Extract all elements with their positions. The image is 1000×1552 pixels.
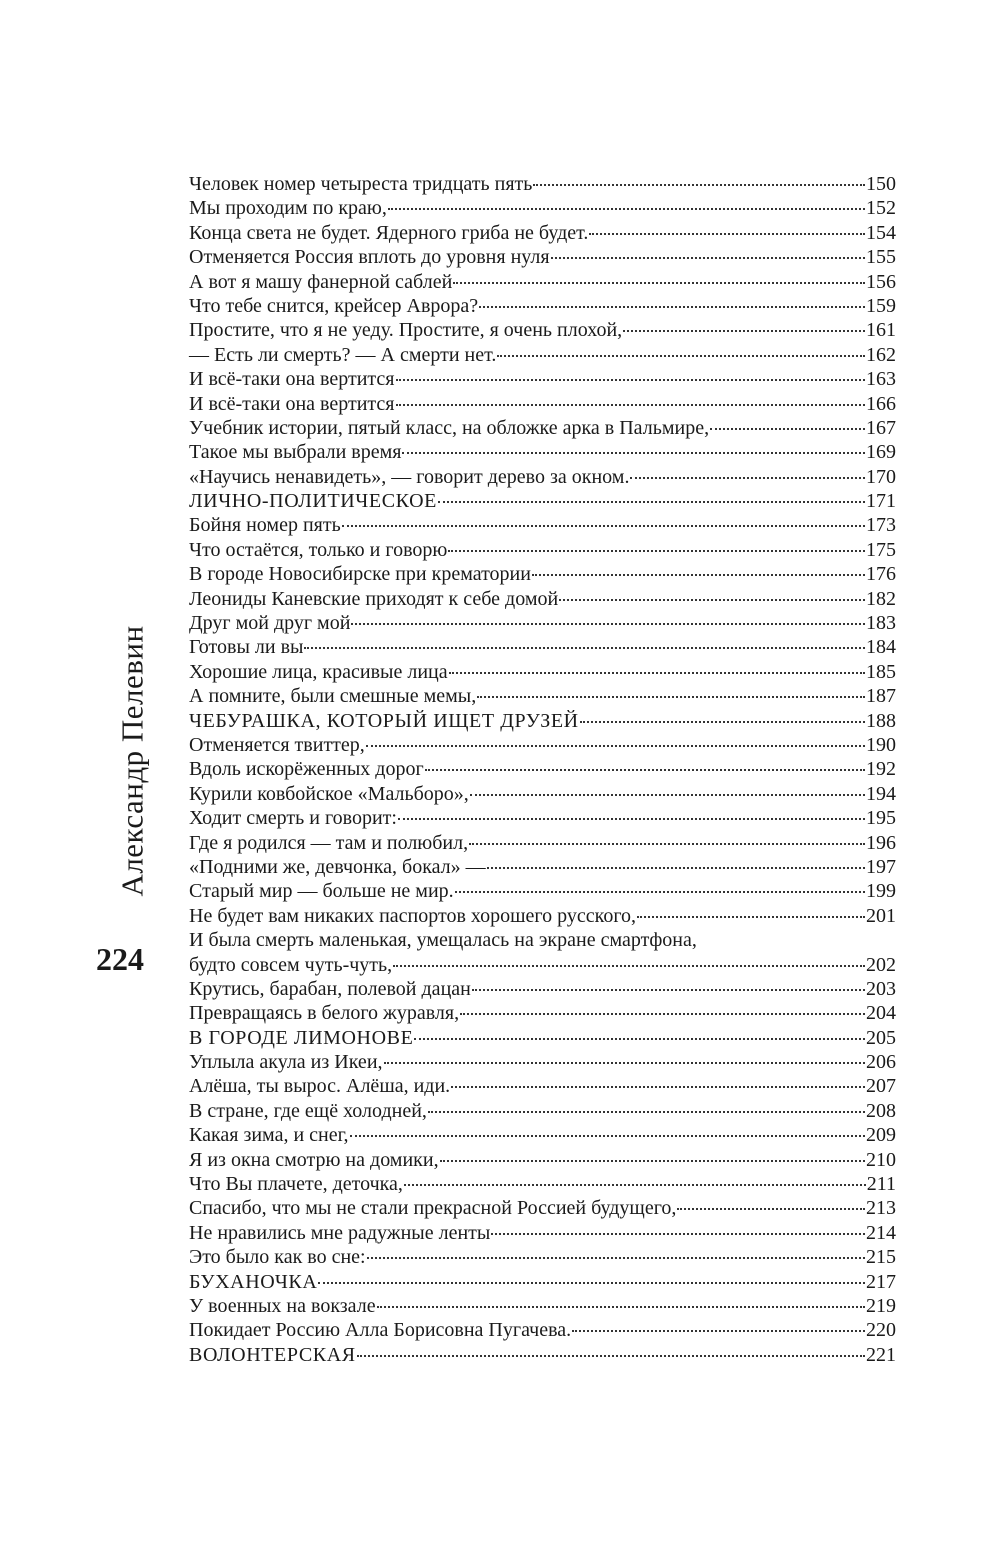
dot-leader xyxy=(396,404,866,406)
toc-entry-page: 203 xyxy=(866,977,896,1000)
toc-entry xyxy=(189,1123,896,1147)
running-head-author xyxy=(112,622,154,900)
toc-entry-page: 184 xyxy=(866,636,896,659)
toc-entry-title: В ГОРОДЕ ЛИМОНОВЕ xyxy=(189,1026,414,1049)
toc-entry xyxy=(189,1294,896,1318)
toc-entry-page: 207 xyxy=(866,1075,896,1098)
toc-entry-page: 190 xyxy=(866,733,896,756)
toc-entry-title: Уплыла акула из Икеи, xyxy=(189,1051,383,1074)
toc-entry-title: Спасибо, что мы не стали прекрасной Россией будущего, xyxy=(189,1197,677,1220)
toc-entry xyxy=(189,416,896,440)
dot-leader xyxy=(425,769,865,771)
toc-entry xyxy=(189,221,896,245)
toc-entry xyxy=(189,1148,896,1172)
dot-leader xyxy=(318,1282,865,1284)
dot-leader xyxy=(532,574,865,576)
toc-entry xyxy=(189,392,896,416)
toc-entry-page: 163 xyxy=(866,368,896,391)
dot-leader xyxy=(497,355,865,357)
dot-leader xyxy=(477,696,865,698)
toc-entry xyxy=(189,660,896,684)
toc-entry xyxy=(189,1318,896,1342)
toc-entry-title: Я из окна смотрю на домики, xyxy=(189,1148,439,1171)
dot-leader xyxy=(342,525,865,527)
toc-entry-page: 150 xyxy=(866,173,896,195)
dot-leader xyxy=(398,818,865,820)
dot-leader xyxy=(440,1160,865,1162)
toc-entry-page: 192 xyxy=(866,758,896,781)
toc-entry-title: А вот я машу фанерной саблей xyxy=(189,270,453,293)
toc-entry-page: 185 xyxy=(866,660,896,683)
author-name: Александр Пелевин xyxy=(115,625,151,897)
toc-entry xyxy=(189,977,896,1001)
toc-entry xyxy=(189,172,896,196)
toc-entry-title: Где я родился — там и полюбил, xyxy=(189,831,469,854)
toc-entry-page: 219 xyxy=(866,1294,896,1317)
toc-entry-page: 214 xyxy=(866,1221,896,1244)
dot-leader xyxy=(396,379,866,381)
toc-entry-page: 201 xyxy=(866,904,896,927)
toc-entry-title: Бойня номер пять xyxy=(189,514,341,537)
dot-leader xyxy=(533,184,865,186)
toc-entry-title: Что остаётся, только и говорю xyxy=(189,538,448,561)
toc-entry-title: Отменяется Россия вплоть до уровня нуля xyxy=(189,246,550,269)
dot-leader xyxy=(572,1330,865,1332)
toc-entry-title: У военных на вокзале xyxy=(189,1294,376,1317)
toc-entry-page: 197 xyxy=(866,855,896,878)
toc-entry-page: 161 xyxy=(866,319,896,342)
toc-entry xyxy=(189,1074,896,1098)
toc-entry-title: Хорошие лица, красивые лица xyxy=(189,660,448,683)
dot-leader xyxy=(366,745,865,747)
toc-entry-title: И всё-таки она вертится xyxy=(189,368,395,391)
toc-entry-title: Такое мы выбрали время xyxy=(189,441,402,464)
toc-entry-title: Покидает Россию Алла Борисовна Пугачева. xyxy=(189,1319,572,1342)
toc-entry-page: 159 xyxy=(866,294,896,317)
toc-entry-page: 196 xyxy=(866,831,896,854)
toc-entry-title: Что Вы плачете, деточка, xyxy=(189,1173,403,1196)
toc-entry-title: Мы проходим по краю, xyxy=(189,197,387,220)
toc-entry-title: Ходит смерть и говорит: xyxy=(189,807,397,830)
dot-leader xyxy=(551,257,865,259)
toc-entry-page: 188 xyxy=(866,709,896,732)
toc-entry xyxy=(189,879,896,903)
toc-entry-page: 155 xyxy=(866,246,896,269)
dot-leader xyxy=(449,672,865,674)
toc-entry-page: 183 xyxy=(866,612,896,635)
dot-leader xyxy=(677,1208,865,1210)
toc-entry-title: И всё-таки она вертится xyxy=(189,392,395,415)
dot-leader xyxy=(479,306,865,308)
dot-leader xyxy=(428,1111,865,1113)
dot-leader xyxy=(404,1184,866,1186)
toc-entry xyxy=(189,855,896,879)
toc-entry xyxy=(189,831,896,855)
dot-leader xyxy=(630,477,865,479)
dot-leader xyxy=(438,501,865,503)
toc-entry-title: Отменяется твиттер, xyxy=(189,733,365,756)
toc-entry xyxy=(189,1221,896,1245)
toc-entry-page: 205 xyxy=(866,1026,896,1049)
dot-leader xyxy=(460,1013,865,1015)
toc-entry-title: ВОЛОНТЕРСКАЯ xyxy=(189,1343,356,1366)
toc-entry xyxy=(189,1172,896,1196)
toc-section-heading xyxy=(189,709,896,733)
dot-leader xyxy=(393,965,865,967)
toc-entry xyxy=(189,733,896,757)
toc-entry-page: 182 xyxy=(866,587,896,610)
dot-leader xyxy=(710,428,865,430)
toc-entry-page: 170 xyxy=(866,465,896,488)
dot-leader xyxy=(304,647,865,649)
toc-entry xyxy=(189,1001,896,1025)
toc-entry xyxy=(189,270,896,294)
toc-entry-title: А помните, были смешные мемы, xyxy=(189,685,477,708)
toc-entry-title: Конца света не будет. Ядерного гриба не будет. xyxy=(189,221,589,244)
toc-entry-page: 208 xyxy=(866,1099,896,1122)
toc-entry xyxy=(189,684,896,708)
toc-entry xyxy=(189,635,896,659)
toc-entry xyxy=(189,294,896,318)
toc-entry-title: Вдоль искорёженных дорог xyxy=(189,758,424,781)
toc-entry-title-line: И была смерть маленькая, умещалась на экране смартфона, xyxy=(189,929,697,952)
dot-leader xyxy=(351,623,865,625)
toc-entry xyxy=(189,562,896,586)
toc-entry-page: 171 xyxy=(866,490,896,513)
toc-entry-title: Друг мой друг мой xyxy=(189,612,351,635)
toc-entry xyxy=(189,245,896,269)
toc-entry-title: «Подними же, девчонка, бокал» — xyxy=(189,855,486,878)
toc-entry xyxy=(189,367,896,391)
toc-entry-title: — Есть ли смерть? — А смерти нет. xyxy=(189,343,497,366)
toc-entry-title: Учебник истории, пятый класс, на обложке арка в Пальмире, xyxy=(189,416,710,439)
toc-entry xyxy=(189,318,896,342)
toc-section-heading xyxy=(189,489,896,513)
toc-entry xyxy=(189,465,896,489)
toc-entry-page: 175 xyxy=(866,538,896,561)
toc-entry xyxy=(189,513,896,537)
toc-entry-title: «Научись ненавидеть», — говорит дерево за окном. xyxy=(189,465,630,488)
dot-leader xyxy=(384,1062,865,1064)
toc-entry-page: 156 xyxy=(866,270,896,293)
toc-entry-title: Старый мир — больше не мир. xyxy=(189,880,454,903)
toc-entry xyxy=(189,611,896,635)
toc-entry-page: 187 xyxy=(866,685,896,708)
toc-entry-page: 221 xyxy=(866,1343,896,1366)
dot-leader xyxy=(453,282,865,284)
toc-entry xyxy=(189,1099,896,1123)
dot-leader xyxy=(472,989,865,991)
toc-entry-page: 173 xyxy=(866,514,896,537)
toc-entry-page: 152 xyxy=(866,197,896,220)
toc-entry xyxy=(189,343,896,367)
toc-entry-title: Алёша, ты вырос. Алёша, иди. xyxy=(189,1075,451,1098)
toc-entry-page: 209 xyxy=(866,1124,896,1147)
dot-leader xyxy=(388,208,865,210)
toc-entry-title: Это было как во сне: xyxy=(189,1246,366,1269)
toc-entry xyxy=(189,904,896,928)
toc-entry-title: Готовы ли вы xyxy=(189,636,304,659)
toc-entry-title: Леониды Каневские приходят к себе домой xyxy=(189,587,559,610)
toc-entry-title: Какая зима, и снег, xyxy=(189,1124,349,1147)
toc-entry-title: Не будет вам никаких паспортов хорошего русского, xyxy=(189,904,637,927)
toc-entry-page: 220 xyxy=(866,1319,896,1342)
toc-entry-title: БУХАНОЧКА xyxy=(189,1270,318,1293)
toc-entry-page: 217 xyxy=(866,1270,896,1293)
toc-entry xyxy=(189,757,896,781)
toc-entry-title: Превращаясь в белого журавля, xyxy=(189,1002,460,1025)
toc-entry-page: 206 xyxy=(866,1051,896,1074)
toc-entry-page: 162 xyxy=(866,343,896,366)
toc-entry-title: Простите, что я не уеду. Простите, я очень плохой, xyxy=(189,319,623,342)
dot-leader xyxy=(637,916,865,918)
toc-entry-page: 213 xyxy=(866,1197,896,1220)
dot-leader xyxy=(414,1038,865,1040)
toc-entry xyxy=(189,1050,896,1074)
toc-entry-page: 204 xyxy=(866,1002,896,1025)
dot-leader xyxy=(470,794,865,796)
dot-leader xyxy=(455,891,865,893)
toc-entry-page: 176 xyxy=(866,563,896,586)
toc-entry-title: Что тебе снится, крейсер Аврора? xyxy=(189,294,479,317)
toc-entry-title: В городе Новосибирске при крематории xyxy=(189,563,531,586)
toc-entry-page: 215 xyxy=(866,1246,896,1269)
toc-section-heading xyxy=(189,1270,896,1294)
dot-leader xyxy=(357,1355,865,1357)
toc-entry-title: Человек номер четыреста тридцать пять xyxy=(189,173,533,195)
toc-entry xyxy=(189,196,896,220)
toc-entry-title: будто совсем чуть-чуть, xyxy=(189,953,393,976)
toc-entry xyxy=(189,538,896,562)
toc-entry xyxy=(189,587,896,611)
toc-entry-page: 154 xyxy=(866,221,896,244)
toc-entry-page: 167 xyxy=(866,416,896,439)
toc-entry-title: ЛИЧНО-ПОЛИТИЧЕСКОЕ xyxy=(189,490,437,513)
toc-entry-title: Курили ковбойское «Мальборо», xyxy=(189,782,469,805)
dot-leader xyxy=(377,1306,865,1308)
toc-section-heading xyxy=(189,1026,896,1050)
toc-entry-title: ЧЕБУРАШКА, КОТОРЫЙ ИЩЕТ ДРУЗЕЙ xyxy=(189,709,579,732)
toc-entry-page: 194 xyxy=(866,782,896,805)
toc-entry-page: 202 xyxy=(866,953,896,976)
toc-entry-page: 169 xyxy=(866,441,896,464)
toc-entry xyxy=(189,953,896,977)
toc-entry-page: 199 xyxy=(866,880,896,903)
dot-leader xyxy=(448,550,865,552)
dot-leader xyxy=(559,599,865,601)
toc-entry xyxy=(189,782,896,806)
toc-entry-title: В стране, где ещё холодней, xyxy=(189,1099,427,1122)
toc-entry-title: Крутись, барабан, полевой дацан xyxy=(189,977,471,1000)
dot-leader xyxy=(469,843,865,845)
toc-entry-page: 210 xyxy=(866,1148,896,1171)
toc-entry-page: 195 xyxy=(866,807,896,830)
toc-entry xyxy=(189,806,896,830)
page-number: 224 xyxy=(96,941,144,977)
table-of-contents xyxy=(189,172,896,1367)
dot-leader xyxy=(402,452,865,454)
toc-entry-page: 211 xyxy=(866,1173,896,1196)
dot-leader xyxy=(367,1257,865,1259)
dot-leader xyxy=(451,1086,865,1088)
toc-entry-page: 166 xyxy=(866,392,896,415)
dot-leader xyxy=(580,721,865,723)
dot-leader xyxy=(623,330,865,332)
dot-leader xyxy=(487,867,865,869)
toc-section-heading xyxy=(189,1343,896,1367)
dot-leader xyxy=(491,1233,865,1235)
toc-entry xyxy=(189,1245,896,1269)
dot-leader xyxy=(589,233,865,235)
toc-entry xyxy=(189,440,896,464)
dot-leader xyxy=(350,1135,865,1137)
toc-entry xyxy=(189,1196,896,1220)
toc-entry-title: Не нравились мне радужные ленты xyxy=(189,1221,491,1244)
